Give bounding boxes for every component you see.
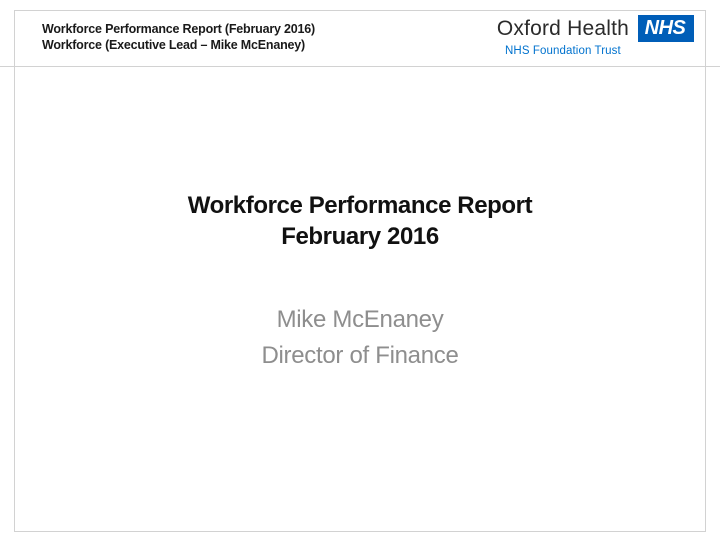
nhs-logo — [638, 15, 694, 42]
slide-title-line-1: Workforce Performance Report — [187, 192, 533, 219]
header-title-block — [42, 21, 315, 53]
slide-subtitle — [0, 302, 720, 374]
subtitle-author-role: Director of Finance — [261, 342, 459, 369]
oxford-health-nhs-logo — [497, 15, 694, 57]
subtitle-author-name: Mike McEnaney — [276, 306, 444, 333]
header-line-1: Workforce Performance Report (February 2016) — [42, 22, 316, 36]
logo-org-name: Oxford Health — [496, 16, 629, 40]
header-line-2: Workforce (Executive Lead – Mike McEnaney) — [42, 38, 305, 52]
nhs-logo-text: NHS — [644, 17, 686, 39]
header-divider-line — [0, 66, 720, 67]
logo-trust-line: NHS Foundation Trust — [505, 45, 621, 57]
slide-title-line-2: February 2016 — [281, 223, 439, 250]
slide-border-frame — [14, 10, 706, 532]
slide-title — [0, 190, 720, 252]
logo-row — [497, 15, 694, 42]
